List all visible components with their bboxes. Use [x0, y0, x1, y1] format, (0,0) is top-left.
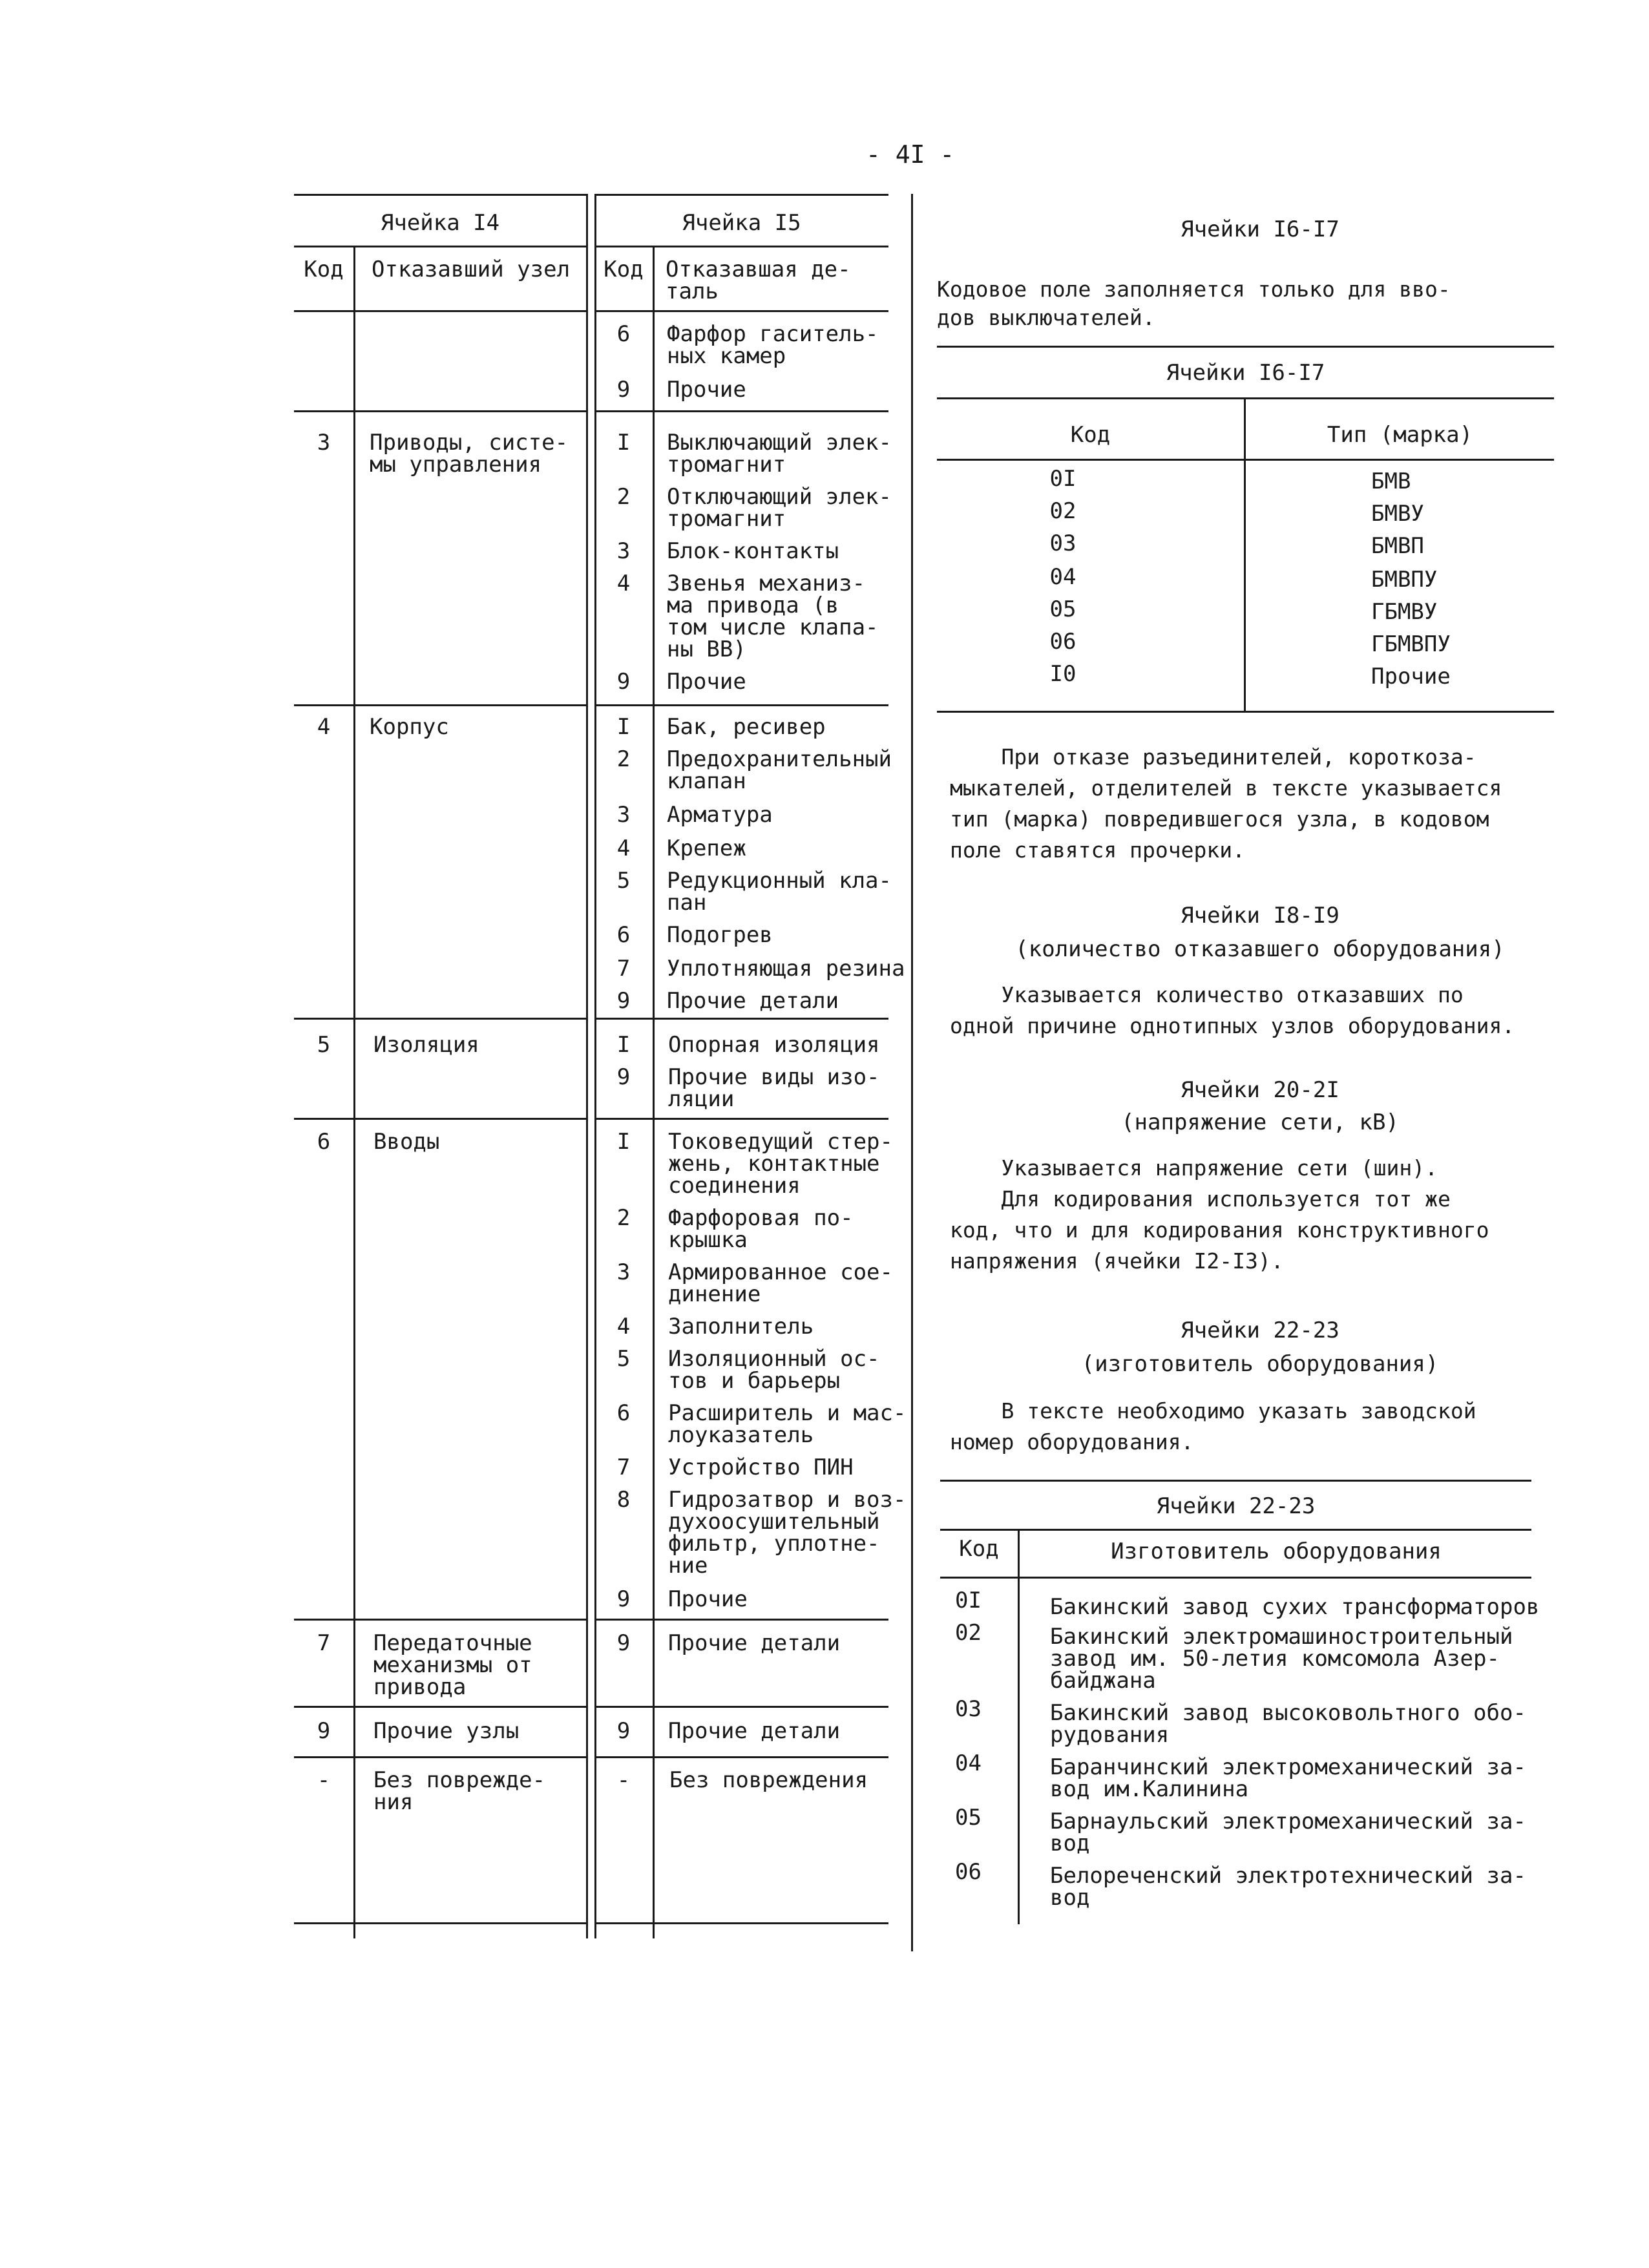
rule [294, 410, 586, 412]
part-code: 5 [616, 1346, 631, 1372]
maker-code: 06 [955, 1859, 982, 1885]
type-name: БМВПУ [1371, 567, 1438, 593]
section-subtitle: (напряжение сети, кВ) [1121, 1109, 1399, 1135]
part-code: 9 [616, 1718, 631, 1744]
page-divider [911, 194, 913, 1951]
rule [594, 410, 888, 412]
node-name: Корпус [370, 714, 449, 740]
paragraph: В тексте необходимо указать заводской номер оборудования. [950, 1398, 1476, 1454]
rule [294, 194, 586, 196]
type-code: 06 [1049, 629, 1077, 655]
rule [294, 246, 586, 247]
section-title: Ячейки 22-23 [1181, 1318, 1339, 1343]
col-code: Код [959, 1536, 999, 1562]
part-text: Звенья механиз- ма привода (в том числе клапа- ны ВВ) [667, 571, 879, 662]
divider [1018, 1529, 1020, 1924]
part-code: 4 [616, 571, 631, 596]
part-code: 3 [616, 802, 631, 828]
node-name: Изоляция [373, 1032, 479, 1058]
part-text: Бак, ресивер [667, 714, 826, 740]
paragraph: Кодовое поле заполняется только для вво- дов выключателей. [937, 277, 1451, 330]
part-text: Блок-контакты [667, 538, 839, 564]
col-type: Тип (марка) [1327, 422, 1473, 448]
part-text: Заполнитель [668, 1314, 814, 1339]
part-code: 2 [616, 484, 631, 510]
maker-code: 03 [955, 1696, 982, 1722]
part-text: Расширитель и мас- лоуказатель [668, 1400, 907, 1448]
part-text: Прочие детали [668, 1630, 841, 1656]
type-code: 0I [1049, 466, 1077, 492]
rule [294, 1118, 586, 1120]
part-code: 6 [616, 321, 631, 347]
part-text: Уплотняющая резина [667, 956, 905, 982]
cell14-title: Ячейка I4 [380, 210, 500, 236]
rule [940, 1529, 1531, 1531]
type-name: ГБМВПУ [1371, 631, 1451, 657]
part-code: 2 [616, 746, 631, 772]
rule [940, 1577, 1531, 1579]
part-text: Фарфор гаситель- ных камер [667, 321, 879, 369]
part-code: 9 [616, 1586, 631, 1612]
col-code: Код [1070, 422, 1111, 448]
section-title: Ячейки I8-I9 [1181, 903, 1339, 929]
rule [594, 1756, 888, 1758]
paragraph: Указывается напряжение сети (шин). Для кодирования используется тот же код, что и для кодирования конструктивного напряжения (ячейки I2-I3). [950, 1155, 1489, 1274]
type-name: ГБМВУ [1371, 599, 1438, 625]
part-text: Прочие [667, 669, 746, 695]
maker-name: Баранчинский электромеханический за- вод им.Калинина [1050, 1754, 1526, 1802]
part-code: 6 [616, 1400, 631, 1426]
part-text: Предохранительный клапан [667, 746, 892, 794]
rule [594, 310, 888, 312]
part-code: 2 [616, 1205, 631, 1231]
part-code: 8 [616, 1487, 631, 1513]
part-text: Прочие [668, 1586, 748, 1612]
rule [594, 704, 888, 706]
type-code: 03 [1049, 530, 1077, 556]
part-code: - [616, 1767, 631, 1793]
part-text: Прочие детали [667, 988, 839, 1014]
part-text: Прочие детали [668, 1718, 841, 1744]
part-code: 3 [616, 1259, 631, 1285]
type-code: 05 [1049, 596, 1077, 622]
divider [653, 246, 655, 1938]
rule [940, 1480, 1531, 1482]
page-number: - 4I - [866, 140, 955, 169]
node-name: Без поврежде- ния [373, 1767, 546, 1815]
maker-code: 0I [955, 1588, 982, 1613]
node-code: 3 [317, 430, 331, 456]
node-name: Вводы [373, 1129, 440, 1155]
part-code: 4 [616, 1314, 631, 1339]
type-name: БМВУ [1371, 501, 1424, 527]
node-code: 6 [317, 1129, 331, 1155]
maker-name: Бакинский завод высоковольтного обо- рудования [1050, 1700, 1526, 1748]
cell15-title: Ячейка I5 [682, 210, 801, 236]
part-text: Редукционный кла- пан [667, 868, 892, 916]
table-title: Ячейки I6-I7 [1166, 360, 1325, 386]
maker-name: Бакинский завод сухих трансформаторов [1050, 1594, 1540, 1620]
rule [594, 1018, 888, 1020]
paragraph: Указывается количество отказавших по одной причине однотипных узлов оборудования. [950, 982, 1515, 1038]
col-maker: Изготовитель оборудования [1111, 1538, 1442, 1564]
type-code: I0 [1049, 661, 1077, 687]
rule [294, 1706, 586, 1708]
part-text: Подогрев [667, 922, 773, 948]
section-subtitle: (изготовитель оборудования) [1081, 1351, 1439, 1377]
rule [594, 246, 888, 247]
part-code: 5 [616, 868, 631, 894]
rule [594, 1706, 888, 1708]
rule [594, 1118, 888, 1120]
node-name: Передаточные механизмы от привода [373, 1630, 532, 1700]
part-text: Прочие виды изо- ляции [668, 1064, 880, 1112]
type-code: 02 [1049, 498, 1077, 524]
part-text: Без повреждения [669, 1767, 868, 1793]
part-code: I [616, 1032, 631, 1058]
section-title: Ячейки 20-2I [1181, 1077, 1339, 1103]
part-text: Изоляционный ос- тов и барьеры [668, 1346, 880, 1394]
part-text: Отключающий элек- тромагнит [667, 484, 892, 532]
maker-name: Бакинский электромашиностроительный завод им. 50-летия комсомола Азер- байджана [1050, 1624, 1513, 1694]
node-code: 5 [317, 1032, 331, 1058]
type-name: БМВП [1371, 533, 1424, 559]
part-code: I [616, 714, 631, 740]
node-name: Прочие узлы [373, 1718, 520, 1744]
section-subtitle: (количество отказавшего оборудования) [1015, 936, 1505, 962]
part-text: Опорная изоляция [668, 1032, 880, 1058]
paragraph: При отказе разъединителей, короткоза- мыкателей, отделителей в тексте указывается тип (марка) повредившегося узла, в кодовом поле ставятся прочерки. [950, 744, 1502, 863]
part-text: Выключающий элек- тромагнит [667, 430, 892, 478]
part-code: 9 [616, 1630, 631, 1656]
rule [937, 711, 1554, 713]
part-code: 4 [616, 835, 631, 861]
rule [294, 1018, 586, 1020]
cell15-col-code: Код [604, 257, 644, 282]
part-code: 9 [616, 377, 631, 403]
part-text: Крепеж [667, 835, 746, 861]
cell15-col-part: Отказавшая де- таль [666, 257, 851, 304]
part-code: 7 [616, 1454, 631, 1480]
rule [294, 1756, 586, 1758]
part-text: Гидрозатвор и воз- духоосушительный фильтр, уплотне- ние [668, 1487, 907, 1579]
cell14-col-node: Отказавший узел [372, 257, 571, 282]
rule [594, 194, 888, 196]
node-name: Приводы, систе- мы управления [370, 430, 569, 478]
maker-code: 05 [955, 1805, 982, 1831]
type-name: Прочие [1371, 664, 1451, 689]
section-title: Ячейки I6-I7 [1181, 216, 1339, 242]
part-code: I [616, 1129, 631, 1155]
type-name: БМВ [1371, 468, 1411, 494]
divider [353, 246, 355, 1938]
part-code: 9 [616, 1064, 631, 1090]
maker-name: Белореченский электротехнический за- вод [1050, 1863, 1526, 1911]
part-code: 6 [616, 922, 631, 948]
rule [294, 1619, 586, 1621]
rule [937, 346, 1554, 348]
cell14-col-code: Код [304, 257, 344, 282]
part-text: Армированное сое- динение [668, 1259, 893, 1307]
part-code: 3 [616, 538, 631, 564]
part-code: 9 [616, 669, 631, 695]
maker-name: Барнаульский электромеханический за- вод [1050, 1809, 1526, 1856]
part-text: Прочие [667, 377, 746, 403]
node-code: - [317, 1767, 331, 1793]
table-title: Ячейки 22-23 [1156, 1493, 1316, 1519]
rule [294, 1922, 586, 1924]
rule [594, 1922, 888, 1924]
rule [937, 459, 1554, 461]
part-code: 9 [616, 988, 631, 1014]
part-text: Устройство ПИН [668, 1454, 854, 1480]
type-code: 04 [1049, 564, 1077, 590]
rule [294, 704, 586, 706]
maker-code: 04 [955, 1750, 982, 1776]
part-code: I [616, 430, 631, 456]
node-code: 4 [317, 714, 331, 740]
part-text: Арматура [667, 802, 773, 828]
rule [294, 310, 586, 312]
divider [586, 194, 588, 1938]
rule [594, 1619, 888, 1621]
node-code: 7 [317, 1630, 331, 1656]
part-code: 7 [616, 956, 631, 982]
maker-code: 02 [955, 1620, 982, 1646]
node-code: 9 [317, 1718, 331, 1744]
part-text: Токоведущий стер- жень, контактные соединения [668, 1129, 893, 1199]
part-text: Фарфоровая по- крышка [668, 1205, 854, 1253]
